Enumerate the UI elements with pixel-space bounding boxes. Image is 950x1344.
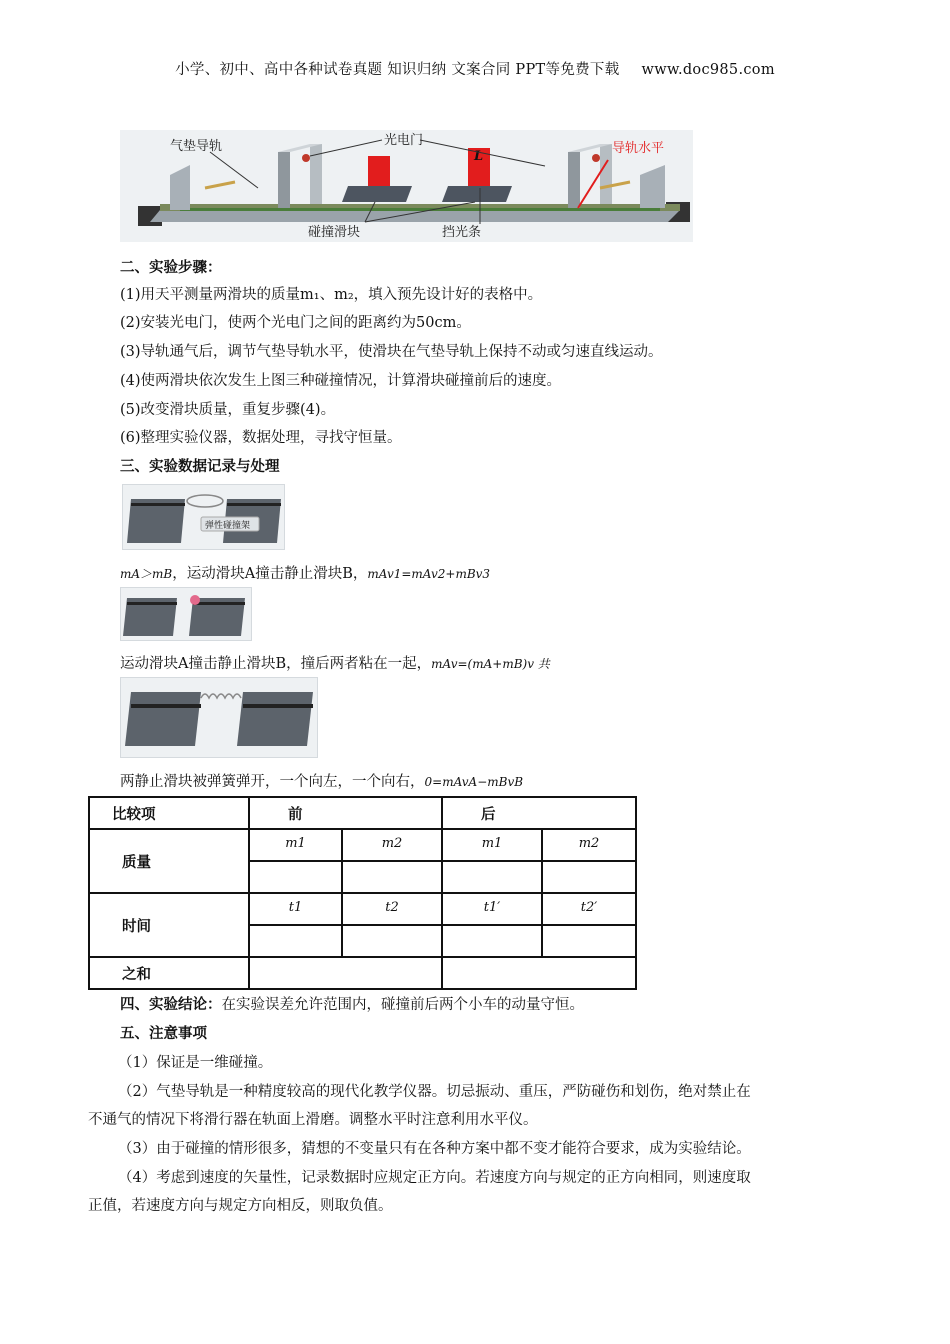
cell-empty[interactable] [342, 861, 442, 893]
page-header [0, 58, 950, 79]
compressed-spring [201, 694, 241, 698]
table-row-time: 时间 [89, 893, 249, 957]
case-2-formula: mAv=(mA+mB)v 共 [431, 657, 550, 671]
step-2: (2)安装光电门，使两个光电门之间的距离约为50cm。 [120, 315, 471, 331]
case-2-text: 运动滑块A撞击静止滑块B，撞后两者粘在一起， [120, 656, 432, 672]
table-row-mass-labels [89, 829, 636, 861]
elastic-buffer-label: 弹性碰撞架 [205, 521, 251, 531]
right-photogate-post [600, 144, 612, 204]
track-base [150, 210, 680, 222]
note-2-line-2: 不通气的情况下将滑行器在轨面上滑磨。调整水平时注意利用水平仪。 [88, 1112, 538, 1128]
cell-m2-before: m2 [342, 829, 442, 861]
elastic-ring [187, 495, 223, 507]
data-table [88, 796, 637, 990]
cell-t1-after: t1′ [442, 893, 542, 925]
spring-separation-figure [120, 677, 318, 758]
case-1-formula: mAv1=mAv2+mBv3 [367, 567, 491, 581]
cell-empty[interactable] [249, 957, 442, 989]
section-4-line [120, 993, 584, 1014]
step-4: (4)使两滑块依次发生上图三种碰撞情况，计算滑块碰撞前后的速度。 [120, 373, 562, 389]
table-row-sum: 之和 [89, 957, 249, 989]
right-photogate [568, 152, 580, 208]
case-1-text: ，运动滑块A撞击静止滑块B， [172, 566, 368, 582]
step-1: (1)用天平测量两滑块的质量m₁、m₂，填入预先设计好的表格中。 [120, 287, 543, 303]
cell-m1-after: m1 [442, 829, 542, 861]
case-2-line [120, 652, 550, 673]
case-3-text: 两静止滑块被弹簧弹开，一个向左，一个向右， [120, 774, 425, 790]
inelastic-collision-figure [120, 587, 252, 641]
cell-empty[interactable] [249, 925, 342, 957]
left-photogate-post [310, 144, 322, 204]
table-header-row [89, 797, 636, 829]
sticky-clay [190, 595, 200, 605]
table-col-before: 前 [249, 797, 442, 829]
case-3-formula: 0=mAvA−mBvB [424, 775, 524, 789]
level-label: 导轨水平 [612, 141, 665, 156]
shade-label: 挡光条 [442, 225, 482, 240]
cell-m1-before: m1 [249, 829, 342, 861]
track-holes [180, 208, 660, 211]
table-row-time-labels [89, 893, 636, 925]
elastic-collision-figure [122, 484, 285, 550]
cell-empty[interactable] [249, 861, 342, 893]
slider-b [442, 186, 512, 202]
air-track-label: 气垫导轨 [170, 139, 223, 154]
note-1: （1）保证是一维碰撞。 [118, 1055, 273, 1071]
right-photogate-sensor [592, 154, 600, 162]
cell-m2-after: m2 [542, 829, 636, 861]
shade-bar-a [368, 156, 390, 186]
table-row-mass: 质量 [89, 829, 249, 893]
left-photogate-sensor [302, 154, 310, 162]
shade-length-label: L [474, 149, 484, 164]
note-4-line-2: 正值，若速度方向与规定方向相反，则取负值。 [88, 1198, 393, 1214]
section-4-title: 四、实验结论： [120, 997, 222, 1013]
cell-empty[interactable] [442, 861, 542, 893]
table-col-item: 比较项 [89, 797, 249, 829]
photogate-label: 光电门 [384, 133, 424, 148]
slider-a [342, 186, 412, 202]
table-row-sum-line [89, 957, 636, 989]
cell-t2-before: t2 [342, 893, 442, 925]
header-url[interactable]: www.doc985.com [641, 62, 775, 78]
header-text: 小学、初中、高中各种试卷真题 知识归纳 文案合同 PPT等免费下载 [175, 62, 620, 78]
section-3-title: 三、实验数据记录与处理 [120, 459, 280, 475]
case-1-condition: mA＞mB [120, 567, 173, 581]
section-5-title: 五、注意事项 [120, 1026, 207, 1042]
note-3: （3）由于碰撞的情形很多，猜想的不变量只有在各种方案中都不变才能符合要求，成为实验结论。 [118, 1141, 751, 1157]
cell-empty[interactable] [442, 925, 542, 957]
step-6: (6)整理实验仪器，数据处理，寻找守恒量。 [120, 430, 402, 446]
table-col-after: 后 [442, 797, 636, 829]
step-3: (3)导轨通气后，调节气垫导轨水平，使滑块在气垫导轨上保持不动或匀速直线运动。 [120, 344, 663, 360]
slider-label: 碰撞滑块 [308, 225, 361, 240]
cell-t1-before: t1 [249, 893, 342, 925]
section-2-title: 二、实验步骤： [120, 260, 222, 276]
cell-t2-after: t2′ [542, 893, 636, 925]
cell-empty[interactable] [542, 925, 636, 957]
cell-empty[interactable] [342, 925, 442, 957]
note-2-line-1: （2）气垫导轨是一种精度较高的现代化教学仪器。切忌振动、重压，严防碰伤和划伤，绝对禁止在 [118, 1084, 751, 1100]
slider-a-shape [125, 692, 201, 746]
air-track-figure [120, 130, 693, 242]
slider-b-shape [237, 692, 313, 746]
step-5: (5)改变滑块质量，重复步骤(4)。 [120, 402, 336, 418]
left-photogate [278, 152, 290, 208]
case-1-line [120, 562, 490, 583]
note-4-line-1: （4）考虑到速度的矢量性，记录数据时应规定正方向。若速度方向与规定的正方向相同，则速度取 [118, 1170, 751, 1186]
case-3-line [120, 770, 523, 791]
cell-empty[interactable] [442, 957, 636, 989]
cell-empty[interactable] [542, 861, 636, 893]
section-4-text: 在实验误差允许范围内，碰撞前后两个小车的动量守恒。 [221, 997, 584, 1013]
